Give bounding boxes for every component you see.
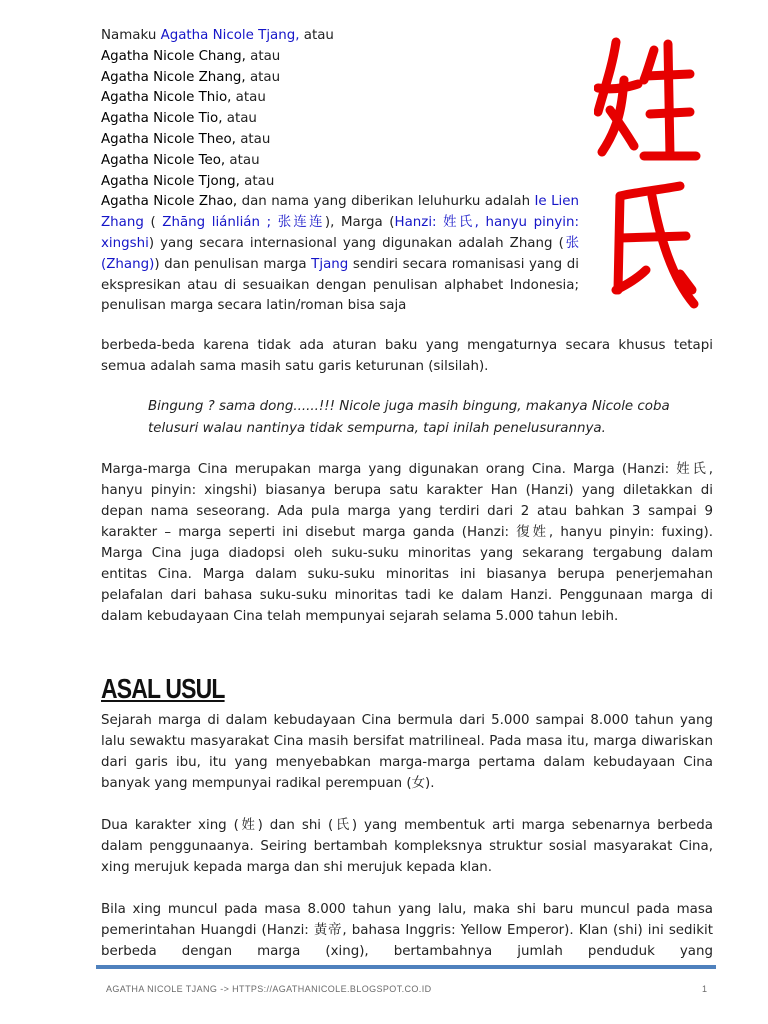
intro-text: dan nama yang diberikan leluhurku adalah	[237, 194, 535, 210]
intro-line-1	[101, 26, 579, 47]
alias-name: Agatha Nicole Tio,	[101, 111, 223, 127]
alias-line	[101, 109, 579, 130]
intro-prefix: Namaku	[101, 28, 161, 43]
alias-suffix: atau	[239, 173, 275, 189]
alias-name-zhao: Agatha Nicole Zhao,	[101, 194, 238, 210]
section-heading-asal-usul: ASAL USUL	[101, 673, 225, 704]
intro-text: ), Marga (	[324, 215, 395, 231]
alias-name: Agatha Nicole Thio,	[101, 90, 232, 106]
alias-suffix: atau	[231, 90, 266, 106]
alias-line	[101, 68, 579, 89]
paragraph-huangdi: Bila xing muncul pada masa 8.000 tahun yang lalu, maka shi baru muncul pada masa pemerintahan Huangdi (Hanzi: 黃帝, bahasa Inggris: Yellow Emperor). Klan (shi) ini sedikit berbeda dengan marga (xing), bertambahnya jumlah penduduk yang	[101, 902, 713, 959]
alias-line	[101, 88, 579, 109]
intro-paragraph	[101, 192, 579, 317]
alias-name: Agatha Nicole Zhang,	[101, 69, 246, 85]
tjang-word: Tjang	[311, 256, 349, 272]
intro-suffix: atau	[299, 28, 334, 43]
footer-text: AGATHA NICOLE TJANG -> HTTPS://AGATHANICOLE.BLOGSPOT.CO.ID	[106, 984, 432, 994]
alias-line	[101, 130, 579, 151]
paragraph-marga-cina: Marga-marga Cina merupakan marga yang digunakan orang Cina. Marga (Hanzi: 姓氏, hanyu pinyin: xingshi) biasanya berupa satu karakter Han (Hanzi) yang diletakkan di depan nama seseorang. Ada pula marga yang terdiri dari 2 atau bahkan 3 sampai 9 karakter – marga seperti ini disebut marga ganda (Hanzi: 復姓, hanyu pinyin: fuxing). Marga Cina juga diadopsi oleh suku-suku minoritas yang sekarang tergabung dalam entitas Cina. Marga dalam suku-suku minoritas ini biasanya berupa penerjemahan pelafalan dari bahasa suku-suku minoritas tadi ke dalam Hanzi. Penggunaan marga di dalam kebudayaan Cina telah mempunyai sejarah selama 5.000 tahun lebih.	[101, 462, 713, 624]
alias-line	[101, 47, 579, 68]
ancestor-pinyin: Zhāng liánlián ; 张连连	[162, 215, 325, 231]
intro-name-list	[101, 26, 579, 317]
alias-suffix: atau	[245, 48, 281, 64]
zhang-hanzi: 张 (Zhang)	[101, 235, 579, 272]
page-number: 1	[702, 984, 708, 994]
alias-suffix: atau	[245, 69, 281, 85]
alias-name: Agatha Nicole Teo,	[101, 152, 226, 168]
alias-name: Agatha Nicole Chang,	[101, 48, 246, 64]
alias-line	[101, 151, 579, 172]
paragraph-xing-shi: Dua karakter xing (姓) dan shi (氏) yang membentuk arti marga sebenarnya berbeda dalam penggunaanya. Seiring bertambah kompleksnya struktur sosial masyarakat Cina, xing merujuk kepada marga dan shi merujuk kepada klan.	[101, 818, 713, 875]
alias-line	[101, 172, 579, 193]
paragraph-sejarah: Sejarah marga di dalam kebudayaan Cina bermula dari 5.000 sampai 8.000 tahun yang lalu sewaktu masyarakat Cina masih bersifat matrilineal. Pada masa itu, marga diwariskan dari garis ibu, itu yang menyebabkan marga-marga pertama dalam kebudayaan Cina banyak yang mempunyai radikal perempuan (女).	[101, 713, 713, 791]
name-tjang-link: Agatha Nicole Tjang,	[160, 28, 300, 43]
alias-name: Agatha Nicole Tjong,	[101, 173, 240, 189]
calligraphy-strokes	[598, 42, 696, 304]
intro-text: ) dan penulisan marga	[154, 256, 312, 272]
intro-text: (	[143, 215, 163, 231]
marga-hanzi: Hanzi: 姓氏, hanyu pinyin: xingshi	[101, 215, 579, 251]
alias-suffix: atau	[225, 152, 260, 168]
footer-divider	[96, 965, 716, 969]
alias-name: Agatha Nicole Theo,	[101, 131, 236, 147]
calligraphy-xingshi-image	[594, 28, 704, 313]
quote-paragraph: Bingung ? sama dong......!!! Nicole juga masih bingung, makanya Nicole coba telusuri walau nantinya tidak sempurna, tapi inilah penelusurannya.	[148, 399, 670, 436]
ancestor-name: Ie Lien Zhang	[101, 194, 579, 231]
alias-suffix: atau	[235, 131, 271, 147]
alias-suffix: atau	[222, 111, 257, 127]
intro-text: ) yang secara internasional yang digunakan adalah Zhang (	[148, 235, 564, 251]
intro-continuation: berbeda-beda karena tidak ada aturan baku yang mengaturnya secara khusus tetapi semua adalah sama masih satu garis keturunan (silsilah).	[101, 338, 713, 374]
intro-text: sendiri secara romanisasi yang di ekspresikan atau di sesuaikan dengan penulisan alphabet Indonesia; penulisan marga secara latin/roman bisa saja	[101, 256, 579, 314]
